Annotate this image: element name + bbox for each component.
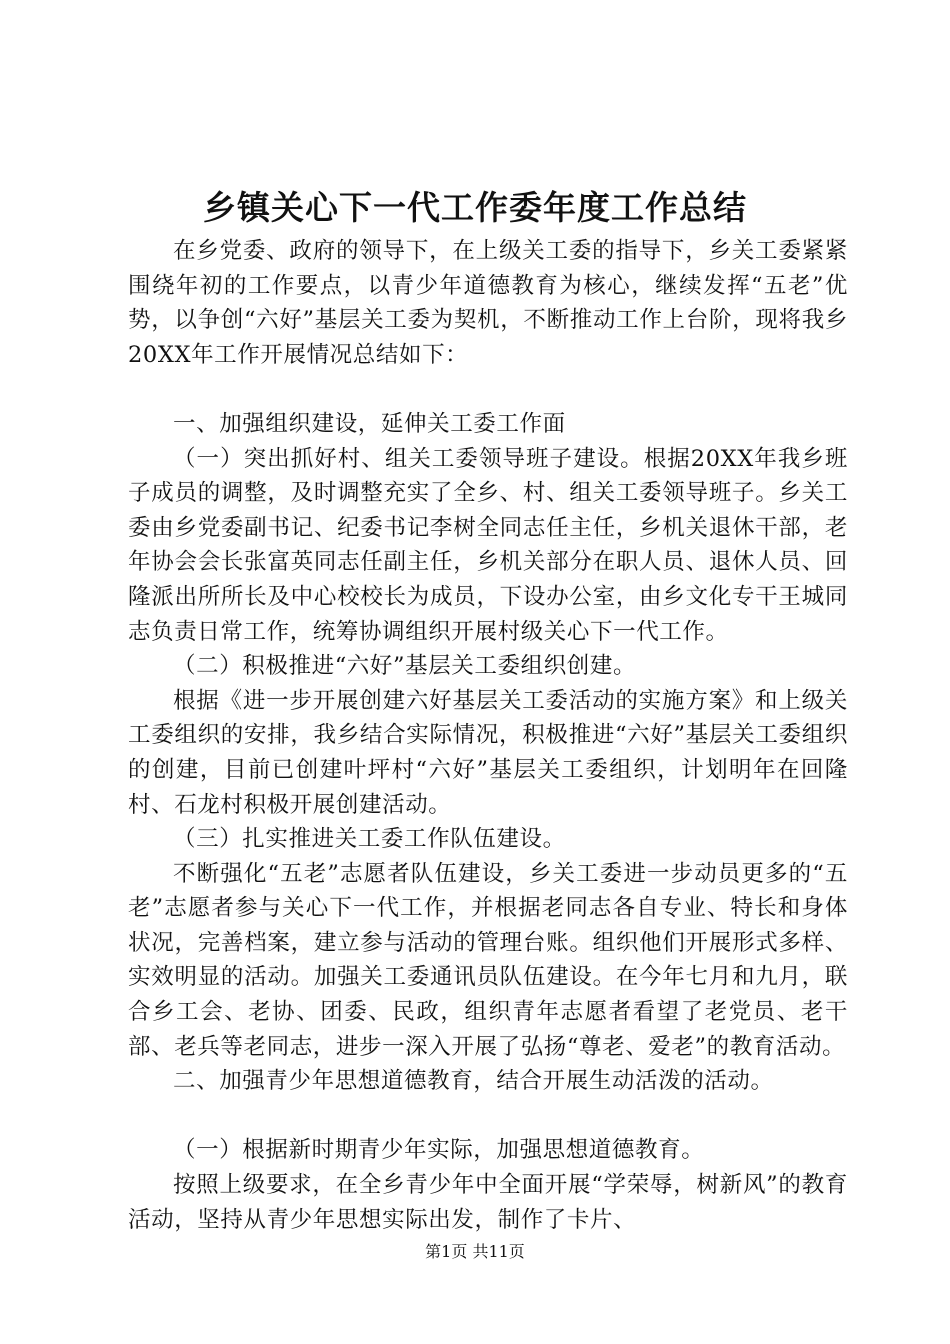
- section-heading-1: 一、加强组织建设，延伸关工委工作面: [173, 410, 566, 437]
- paragraph-spacer: [128, 1099, 848, 1134]
- paragraph-spacer: [128, 372, 848, 407]
- document-body: [128, 234, 848, 1237]
- section-heading-2: 二、加强青少年思想道德教育，结合开展生动活泼的活动。: [173, 1068, 774, 1095]
- subsection-heading-2-1: （一）根据新时期青少年实际，加强思想道德教育。: [173, 1137, 705, 1164]
- subsection-heading-1-2: （二）积极推进“六好”基层关工委组织创建。: [173, 653, 637, 680]
- subsection-1-1: （一）突出抓好村、组关工委领导班子建设。根据20XX年我乡班子成员的调整，及时调整充实了全乡、村、组关工委领导班子。乡关工委由乡党委副书记、纪委书记李树全同志任主任，乡机关退休干部，老年协会会长张富英同志任副主任，乡机关部分在职人员、退休人员、回隆派出所所长及中心校校长为成员，下设办公室，由乡文化专干王城同志负责日常工作，统筹协调组织开展村级关心下一代工作。: [128, 445, 848, 645]
- page-number-footer: 第1页 共11页: [425, 1242, 525, 1261]
- subsection-1-3-body: 不断强化“五老”志愿者队伍建设，乡关工委进一步动员更多的“五老”志愿者参与关心下一代工作，并根据老同志各自专业、特长和身体状况，完善档案，建立参与活动的管理台账。组织他们开展形式多样、实效明显的活动。加强关工委通讯员队伍建设。在今年七月和九月，联合乡工会、老协、团委、民政，组织青年志愿者看望了老党员、老干部、老兵等老同志，进步一深入开展了弘扬“尊老、爱老”的教育活动。: [128, 860, 848, 1060]
- intro-paragraph: 在乡党委、政府的领导下，在上级关工委的指导下，乡关工委紧紧围绕年初的工作要点，以青少年道德教育为核心，继续发挥“五老”优势，以争创“六好”基层关工委为契机，不断推动工作上台阶，现将我乡20XX年工作开展情况总结如下：: [128, 238, 848, 368]
- subsection-1-2-body: 根据《进一步开展创建六好基层关工委活动的实施方案》和上级关工委组织的安排，我乡结合实际情况，积极推进“六好”基层关工委组织的创建，目前已创建叶坪村“六好”基层关工委组织，计划明年在回隆村、石龙村积极开展创建活动。: [128, 687, 848, 818]
- document-title: 乡镇关心下一代工作委年度工作总结: [203, 188, 747, 227]
- subsection-2-1-body: 按照上级要求，在全乡青少年中全面开展“学荣辱，树新风”的教育活动，坚持从青少年思想实际出发，制作了卡片、: [128, 1172, 848, 1233]
- subsection-heading-1-3: （三）扎实推进关工委工作队伍建设。: [173, 826, 566, 853]
